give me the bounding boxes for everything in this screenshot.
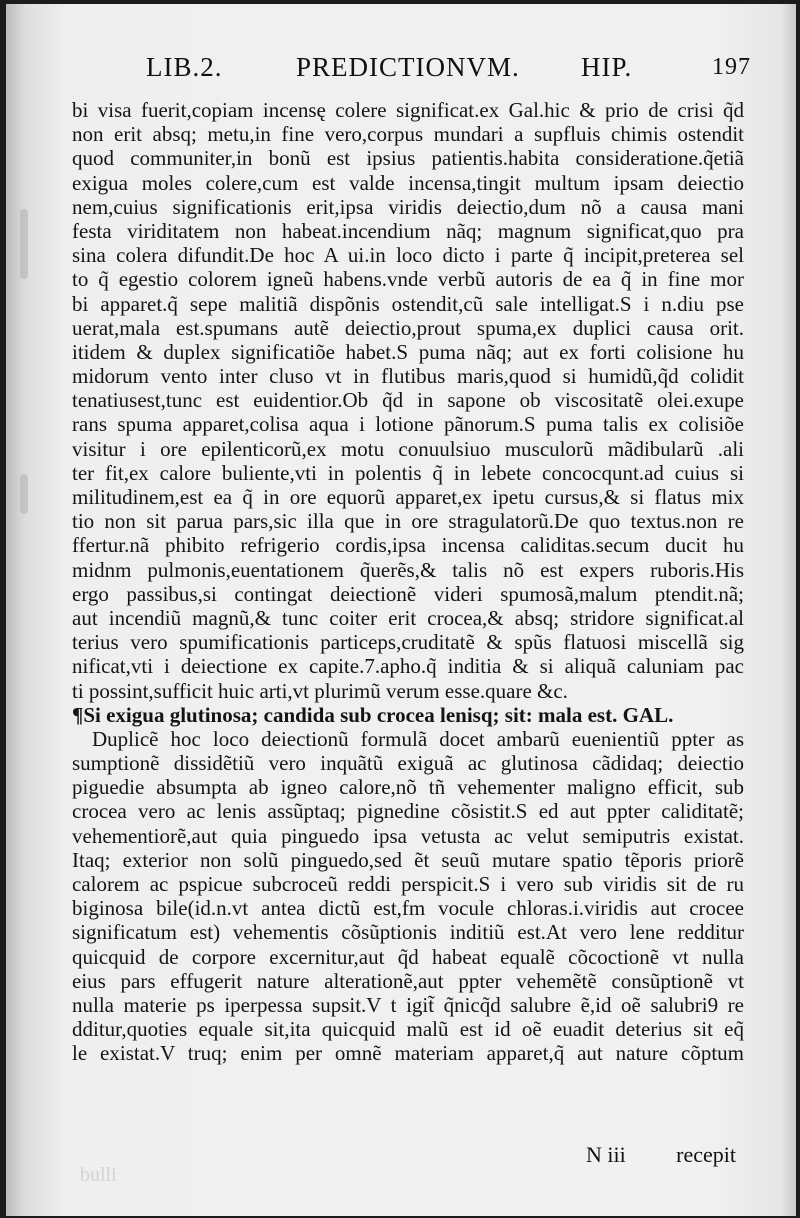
- text-line: quod communiter,in bonũ est ipsius patientis.habita consideratione.q̃etiã: [72, 146, 744, 171]
- text-line: quicquid de corpore excernitur,aut q̃d habeat equalẽ cõcoctionẽ vt nulla: [72, 944, 744, 969]
- text-line: midnm pulmonis,euentationem q̃uerẽs,& talis nõ est expers ruboris.His: [72, 557, 744, 582]
- text-line: Duplicẽ hoc loco deiectionũ formulã docet ambarũ euenientiũ ppter as: [92, 726, 744, 751]
- text-line: midorum vento inter cluso vt in flutibus maris,quod si humidũ,q̃d colidit: [72, 364, 744, 389]
- text-line: to q̃ egestio colorem igneũ habens.vnde verbũ autoris de ea q̃ in fine mor: [72, 267, 744, 292]
- text-line: terius vero spumificationis particeps,cruditatẽ & spũs flatuosi miscellã sig: [72, 630, 744, 655]
- text-line: piguedie absumpta ab igneo calore,nõ tñ vehementer maligno efficit, sub: [72, 775, 744, 800]
- text-line: significatum est) vehementis cõsũptionis inditiũ est.At vero lene redditur: [72, 920, 744, 945]
- text-line: visitur i ore epilenticorũ,ex motu conuulsiuo musculorũ mãdibularũ .ali: [72, 436, 744, 461]
- text-line: festa viriditatem non habeat.incendium nãq; magnum significat,quo pra: [72, 218, 744, 243]
- text-line: tenatiusest,tunc est euidentior.Ob q̃d in sapone ob viscositatẽ olei.exupe: [72, 388, 744, 413]
- running-title: PREDICTIONVM.: [296, 52, 520, 82]
- signature-mark: N iii: [586, 1142, 626, 1167]
- text-line: eius pars effugerit nature alterationẽ,aut ppter vehemẽtẽ consũptionẽ vt: [72, 968, 744, 993]
- text-line: sina colera difundit.De hoc A ui.in loco dicto i parte q̃ incipit,preterea sel: [72, 243, 744, 268]
- bleed-through-text: bulli: [80, 1164, 117, 1186]
- text-line: militudinem,est ea q̃ in ore equorũ apparet,ex ipetu cursus,& si flatus mix: [72, 485, 744, 509]
- text-line: uerat,mala est.spumans autẽ deiectio,prout spuma,ex duplici causa orit.: [72, 315, 744, 340]
- text-line: ter fit,ex calore buliente,vti in polentis q̃ in lebete concocqunt.ad cuius si: [72, 460, 744, 485]
- text-line: nem,cuius significationis erit,ipsa viridis deiectio,dum nõ a causa mani: [72, 194, 744, 219]
- text-line: bi visa fuerit,copiam incensę colere significat.ex Gal.hic & prio de crisi q̃d: [72, 98, 744, 122]
- book-number: LIB.2.: [146, 52, 223, 82]
- text-line: ¶Si exigua glutinosa; candida sub crocea lenisq; sit: mala est. GAL.: [72, 702, 674, 727]
- text-line: ergo passibus,si contingat deiectionẽ videri spumosã,malum ptendit.nã;: [72, 581, 744, 606]
- text-line: nificat,vti i deiectione ex capite.7.apho.q̃ inditia & si aliquã caluniam pac: [72, 654, 744, 679]
- catchword: recepit: [676, 1142, 736, 1167]
- text-line: itidem & duplex significatiõe habet.S puma nãq; aut ex forti colisione hu: [72, 339, 744, 364]
- text-line: calorem ac pspicue subcroceũ reddi perspicit.S i vero sub viridis sit de ru: [72, 872, 744, 896]
- paper-stain: [20, 209, 28, 279]
- main-text-block: [72, 98, 744, 1066]
- text-line: dditur,quoties equale sit,ita quicquid malũ est id oẽ euadit deterius sit eq̃: [72, 1017, 744, 1042]
- page-footer: [586, 1142, 736, 1172]
- text-line: non erit absq; metu,in fine vero,corpus mundari a supfluis chimis ostendit: [72, 122, 744, 147]
- text-line: le existat.V truq; enim per omnẽ materiam apparet,q̃ aut nature cõptum: [72, 1041, 744, 1066]
- text-line: ffertur.nã phibito refrigerio cordis,ipsa incensa caliditas.secum ducit hu: [72, 533, 744, 558]
- page-number: 197: [712, 54, 751, 80]
- text-line: crocea vero ac lenis assũptaq; pignedine cõsistit.S ed aut ppter caliditatẽ;: [72, 799, 744, 824]
- running-head: [146, 52, 751, 92]
- text-line: rans spuma apparet,colisa aqua i lotione pãnorum.S puma talis ex colisiõe: [72, 412, 744, 437]
- text-line: bi apparet.q̃ sepe malitiã dispõnis ostendit,cũ sale intelligat.S i n.diu pse: [72, 291, 744, 316]
- text-line: nulla materie ps iperpessa supsit.V t igit̃ q̃nicq̃d salubre ẽ,id oẽ salubri9 re: [72, 992, 744, 1017]
- author-abbrev: HIP.: [581, 52, 633, 82]
- text-line: vehementiorẽ,aut quia pinguedo ipsa vetusta ac velut semiputris existat.: [72, 823, 744, 848]
- text-line: biginosa bile(id.n.vt antea dictũ est,fm vocule chloras.i.viridis aut crocee: [72, 896, 744, 921]
- text-line: Itaq; exterior non solũ pinguedo,sed ẽt seuũ mutare spatio tẽporis priorẽ: [72, 847, 744, 872]
- text-line: ti possint,sufficit huic arti,vt plurimũ verum esse.quare &c.: [72, 678, 568, 703]
- text-line: sumptionẽ dissidẽtiũ vero inquãtũ exiguã ac glutinosa cãdidaq; deiectio: [72, 751, 744, 776]
- paper-stain: [20, 474, 28, 514]
- text-line: aut incendiũ magnũ,& tunc coiter erit crocea,& absq; stridore significat.al: [72, 605, 744, 630]
- text-line: tio non sit parua pars,sic illa que in ore stragulatorũ.De quo textus.non re: [72, 509, 744, 534]
- book-page: [6, 4, 796, 1216]
- text-line: exigua moles colere,cum est valde incensa,tingit multum ipsam deiectio: [72, 170, 744, 195]
